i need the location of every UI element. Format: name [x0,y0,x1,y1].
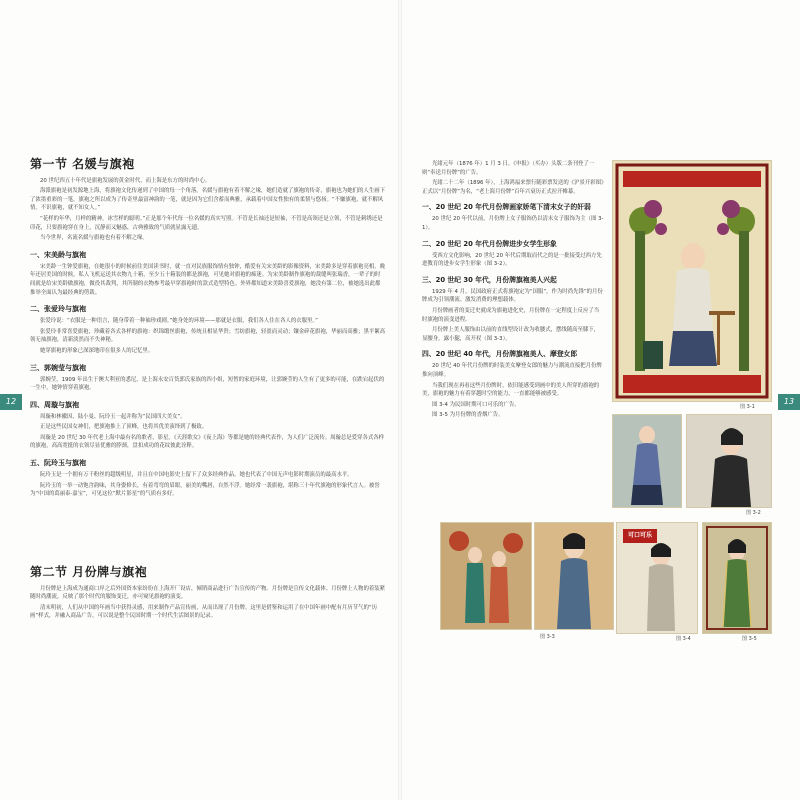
heading-zhang-ailing: 二、张爱玲与旗袍 [30,305,86,314]
figure-3-3-caption: 图 3-3 [540,634,555,640]
intro-paragraph: 光绪元年（1876 年）1 月 3 日，《申报》（买办）头版二条刊登了一则“奉送月份牌”的广告。 [422,161,595,176]
book-gutter [398,0,402,800]
left-page-column [30,157,386,501]
figure-3-1-caption: 图 3-1 [740,404,755,410]
section1-paragraph: 20 世纪四五十年代是旗袍发展的黄金时代，而上海是东方的时尚中心。 [40,177,211,184]
section-paragraph: 20 世纪 20 年代以前，月份牌上女子服饰仍以清末女子服饰为主（图 3-1）。 [422,216,604,231]
heading-1940s-modern: 四、20 世纪 40 年代，月份牌旗袍美人、摩登女郎 [422,350,578,359]
figure-3-4-caption: 图 3-4 [676,636,691,642]
coca-cola-brand-text: 可口可乐 [627,532,652,539]
right-page-number: 13 [778,394,800,410]
figure-3-3-left-image [440,522,532,630]
heading-zhou-xuan: 四、周璇与旗袍 [30,400,79,409]
figure-3-2-right-image [686,414,772,508]
figure-3-4-coca-cola-ad [616,522,698,634]
section1-title: 第一节 名媛与旗袍 [30,157,135,171]
section2-paragraph: 清末明初，人们从中国的年画当中获得灵感，用来制作产品宣传画，从而出现了月份牌。这里是借鉴和运用了在中国年画中配有月历节气的“历画”样式，并融入商品广告，可以说是整个民国时期一个时代生活图景的记录。 [30,604,378,620]
heading-song-meiling: 一、宋美龄与旗袍 [30,250,86,259]
section2-title: 第二节 月份牌与旗袍 [30,565,148,579]
heading-1920s-qing: 一、20 世纪 20 年代月份牌画家娇笔下清末女子的奸弱 [422,203,591,212]
zhou-paragraph: 周璇和林徽因、陆小曼、阮玲玉一起并称为“民国四大美女”。 [40,413,186,420]
zhang-paragraph: 张爱玲非常喜爱旗袍，珍藏着各式各样的旗袍：织锦缎丝旗袍，传统且相显华贵；雪纺旗袍，轻盈而灵动；镶金碎花旗袍，华丽而高雅；黑平絮高领无袖旗袍，清新淡然而不失神秘。 [30,328,386,344]
heading-ruan-lingyu: 五、阮玲玉与旗袍 [30,459,86,468]
heading-guo-wanying: 三、郭婉莹与旗袍 [30,363,86,372]
left-page-section2 [30,565,386,623]
section-paragraph: 月份牌画者的变迁史就成为旗袍进化史，月份牌在一定程度上反应了当时旗袍的演变进程。 [422,307,600,323]
song-paragraph: 宋美龄一生钟爱旗袍，在她很小的时候前往美国读书时，就一直对民族服饰情有独钟，酷爱有关宋美龄的影像资料，宋美龄多是穿着旗袍亮相。晚年还居美国的时候，私人飞机运送其衣物九十箱，至少五十箱装的都是旗袍，可见她对旗袍的痴迷。为宋美龄制作旗袍的裁缝叫张瑞香，一辈子的时间就是给宋美龄做旗袍，做役其裁判，其所制的衣物参考最早穿旗袍时的款式造型特色。外界都知道宋美龄喜爱旗袍，她没有第二位，被她选出此都推举全面认为最经典的剪裁。 [30,263,386,296]
section1-paragraph: 当今世界，名流名媛与旗袍也有着不解之缘。 [40,235,148,242]
section1-paragraph: “花样的年华，月样的精神，冰雪样的聪明。”正是那个年代每一位名媛的真实写照。不管是长袖还是短袖，不管是高领还是立领，不管是刺绣还是印花，只要旗袍穿在身上，沉静而又魅惑，古典雅致的气质就显露无遗。 [30,215,383,231]
zhou-paragraph: 周璇是 20 世纪 30 年代老上海中最有名的歌者，影星。《天涯歌女》《夜上海》等都是她的经典代表作，为人们广泛流传。周璇总是爱穿各式各样的旗袍，高高宽挺的衣领尽显优雅的脖颈，盘扣成功的花纹彼此诠释。 [30,434,385,450]
figure-3-5-caption: 图 3-5 [742,636,757,642]
figure-3-2-caption: 图 3-2 [746,510,761,516]
figure-3-3-right-image [534,522,614,630]
section-paragraph: 受西方文化影响，20 世纪 20 年代后期取而代之的是一批接受过西方先进教育的进步女学生形象（图 3-2）。 [422,252,602,268]
guo-paragraph: 郭婉莹，1909 年出生于澳大利亚的悉尼，是上海永安百货郭氏家族的四小姐，短暂的家庭环境，让郭婉莹的人生有了更多的可能，在跌宕起伏的一生中，她钟情穿着旗袍。 [30,376,385,392]
ruan-paragraph: 阮玲玉的一举一动饱含韵味，其身姿修长，有着弯弯的眉眼，丽美的嘴唇，自然不浮。她经常一袭旗袍，堪称三十年代旗袍的形象代言人。被誉为“中国的葛丽泰·嘉宝”，可见这位“默片影星”的气质有多好。 [30,482,380,498]
section-paragraph: 当我们现在再看这些月份牌时，依旧能感受到画中的美人所穿的旗袍的美，旗袍的魅力有着穿越时空的能力，一直都能够被感受。 [422,382,600,398]
right-page-column [422,160,604,422]
zhang-paragraph: 她穿旗袍的形象已深深地印在很多人的记忆里。 [40,347,154,354]
section-paragraph: 20 世纪 40 年代月份牌的时装美女摩登女郎的魅力与潮流直接把月份牌推向顶峰。 [422,363,602,378]
ruan-paragraph: 阮玲玉是一个拥有万千粉丝的超级明星，并且在中国电影史上留下了众多经典作品。她也代表了中国无声电影时期演员的最高水平。 [40,472,353,479]
figure-3-5-cigarette-ad [702,522,772,634]
figure-3-2-left-image [612,414,682,508]
section2-paragraph: 月份牌是上海成为通商口岸之后外国资本家纷纷在上海开厂设店，倾销商品进行广告宣传的产物。月份牌是宣传文化载体。月份牌上人物的着装紧随时尚潮流，反映了那个时代的服饰变迁，亦可窥见旗袍的演变。 [30,585,386,601]
section1-paragraph: 海派旗袍是初发源地上海，将旗袍文化传递到了中国的每一个角落。名媛与旗袍有着不解之缘，她们造就了旗袍的传奇，旗袍也为她们的人生画下了浓墨重彩的一笔。旗袍之所以成为了传奇里最富神韵的一笔，就是因为它们含蓄而典雅，承载着中国女性独有的柔韧与悠扬。“不嫌旗袍，就不解风情。不识旗袍，就不知女人。” [30,188,386,212]
section-paragraph: 1929 年 4 月，民国政府正式将旗袍定为“国服”，作为时尚先锋”的月份牌成为引领潮流、激发消费的理想载体。 [422,288,603,304]
section-paragraph: 月份牌上美人服饰由以前的直线型设计改为收腰式，摆线随高至膝下，显腰身，露小腿，高开衩（图 3-3）。 [422,327,600,342]
left-page-number: 12 [0,394,22,410]
section-paragraph: 图 3-5 为月份牌的香烟广告。 [432,412,504,419]
figure-3-1-poster [612,160,772,402]
heading-1920s-students: 二、20 世纪 20 年代月份牌进步女学生形象 [422,239,557,248]
section-paragraph: 图 3-4 为民国时期可口可乐的广告。 [432,401,520,408]
intro-paragraph: 光绪二十二年（1896 年），上海鸿福来票行随彩票发送的《沪景开彩图》正式以“月份牌”为名，“老上海月份牌”百年兴衰历正式拉开帷幕。 [422,180,604,195]
heading-1930s-beauty: 三、20 世纪 30 年代，月份牌旗袍美人兴起 [422,275,557,284]
zhang-paragraph: 张爱玲说：“衣服是一种语言，随身带着一种袖珍戏剧。”她身处的环境——那就是衣服，我们各人住在各人的衣服里。” [40,318,318,325]
zhou-paragraph: 正是这些民国女神们，把旗袍推上了顶峰，也将其优美演绎到了极致。 [40,424,208,431]
